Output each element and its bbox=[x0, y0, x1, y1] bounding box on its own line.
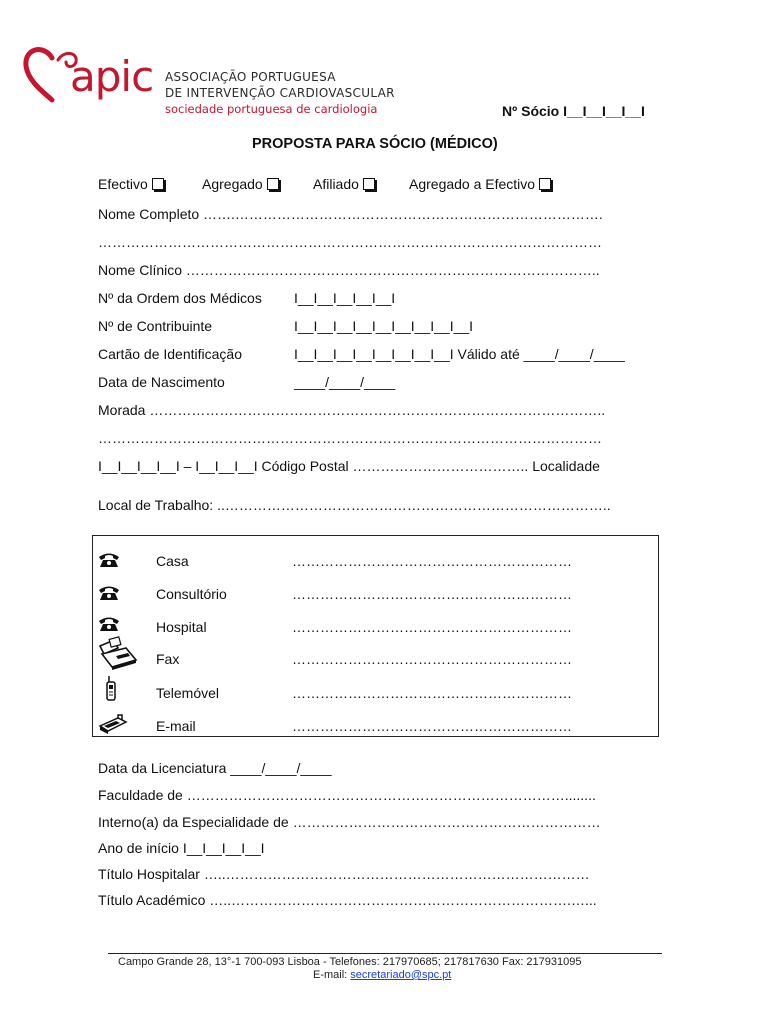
footer-email-link[interactable]: secretariado@spc.pt bbox=[350, 969, 452, 981]
label-ordem-medicos: Nº da Ordem dos Médicos bbox=[98, 290, 262, 306]
page-title: PROPOSTA PARA SÓCIO (MÉDICO) bbox=[252, 136, 498, 152]
footer-divider bbox=[108, 953, 662, 954]
contact-field-casa[interactable]: …………………………………………………… bbox=[292, 553, 572, 569]
mobile-phone-icon bbox=[104, 676, 118, 702]
field-titulo-hospitalar[interactable]: Título Hospitalar …..…………………………………………………………………… bbox=[98, 866, 590, 882]
field-faculdade[interactable]: Faculdade de ………………………………………………………………………........ bbox=[98, 787, 596, 803]
field-local-trabalho[interactable]: Local de Trabalho: ..……………………………………………………………………….. bbox=[98, 497, 611, 513]
telephone-icon bbox=[98, 585, 120, 601]
option-afiliado[interactable]: Afiliado bbox=[313, 176, 375, 192]
telephone-icon bbox=[98, 552, 120, 568]
field-ano-inicio[interactable]: Ano de início I__I__I__I__I bbox=[98, 840, 265, 856]
logo-line-3: sociedade portuguesa de cardiologia bbox=[165, 102, 378, 116]
logo-line-1: ASSOCIAÇÃO PORTUGUESA bbox=[165, 70, 336, 84]
option-agregado-efectivo[interactable]: Agregado a Efectivo bbox=[409, 176, 551, 192]
field-titulo-academico[interactable]: Título Académico …..……………………………………………………………….…... bbox=[98, 892, 597, 908]
field-morada[interactable]: Morada …………………………………………………………………………………….. bbox=[98, 402, 606, 418]
contact-field-consultorio[interactable]: …………………………………………………… bbox=[292, 586, 572, 602]
contact-field-hospital[interactable]: …………………………………………………… bbox=[292, 619, 572, 635]
contact-label-consultorio: Consultório bbox=[156, 586, 227, 602]
label-cartao-identificacao: Cartão de Identificação bbox=[98, 346, 242, 362]
field-morada-cont[interactable]: ……………………………………………………………………………………………… bbox=[98, 430, 602, 446]
checkbox-agregado-efectivo[interactable] bbox=[539, 178, 551, 190]
field-ordem-medicos[interactable]: I__I__I__I__I__I bbox=[294, 290, 396, 306]
contact-label-email: E-mail bbox=[156, 718, 196, 734]
footer-email: E-mail: secretariado@spc.pt bbox=[313, 969, 452, 981]
contact-label-casa: Casa bbox=[156, 553, 189, 569]
field-nome-completo[interactable]: Nome Completo …….……………………………………………………………………. bbox=[98, 206, 603, 222]
footer-address: Campo Grande 28, 13°-1 700-093 Lisboa - Telefones: 217970685; 217817630 Fax: 217931095 bbox=[118, 956, 582, 968]
option-agregado[interactable]: Agregado bbox=[202, 176, 279, 192]
field-cartao-identificacao[interactable]: I__I__I__I__I__I__I__I__I Válido até ____/____/____ bbox=[294, 346, 625, 362]
socio-number[interactable]: Nº Sócio I__I__I__I__I bbox=[502, 103, 645, 119]
logo-wordmark: apic bbox=[70, 52, 154, 101]
logo-line-2: DE INTERVENÇÃO CARDIOVASCULAR bbox=[165, 86, 395, 100]
mailbox-icon bbox=[98, 714, 128, 734]
contact-field-fax[interactable]: …………………………………………………… bbox=[292, 651, 572, 667]
label-data-nascimento: Data de Nascimento bbox=[98, 374, 225, 390]
contact-label-fax: Fax bbox=[156, 651, 180, 667]
field-nome-completo-cont[interactable]: ……………………………………………………………………………………………… bbox=[98, 234, 602, 250]
checkbox-agregado[interactable] bbox=[267, 178, 279, 190]
option-efectivo[interactable]: Efectivo bbox=[98, 176, 164, 192]
checkbox-efectivo[interactable] bbox=[152, 178, 164, 190]
telephone-icon bbox=[98, 616, 120, 632]
field-data-nascimento[interactable]: ____/____/____ bbox=[294, 374, 396, 390]
contact-field-telemovel[interactable]: …………………………………………………… bbox=[292, 685, 572, 701]
checkbox-afiliado[interactable] bbox=[363, 178, 375, 190]
field-interno-especialidade[interactable]: Interno(a) da Especialidade de ………………………………………………………… bbox=[98, 814, 601, 830]
contact-label-hospital: Hospital bbox=[156, 619, 207, 635]
field-data-licenciatura[interactable]: Data da Licenciatura ____/____/____ bbox=[98, 760, 332, 776]
label-contribuinte: Nº de Contribuinte bbox=[98, 318, 213, 334]
contact-field-email[interactable]: …………………………………………………… bbox=[292, 718, 572, 734]
field-codigo-postal[interactable]: I__I__I__I__I – I__I__I__I Código Postal ……………………………….. Localidade bbox=[98, 458, 600, 474]
field-contribuinte[interactable]: I__I__I__I__I__I__I__I__I__I bbox=[294, 318, 474, 334]
field-nome-clinico[interactable]: Nome Clínico …………………………………………………………………………….. bbox=[98, 262, 600, 278]
contact-label-telemovel: Telemóvel bbox=[156, 685, 220, 701]
fax-icon bbox=[96, 636, 140, 670]
